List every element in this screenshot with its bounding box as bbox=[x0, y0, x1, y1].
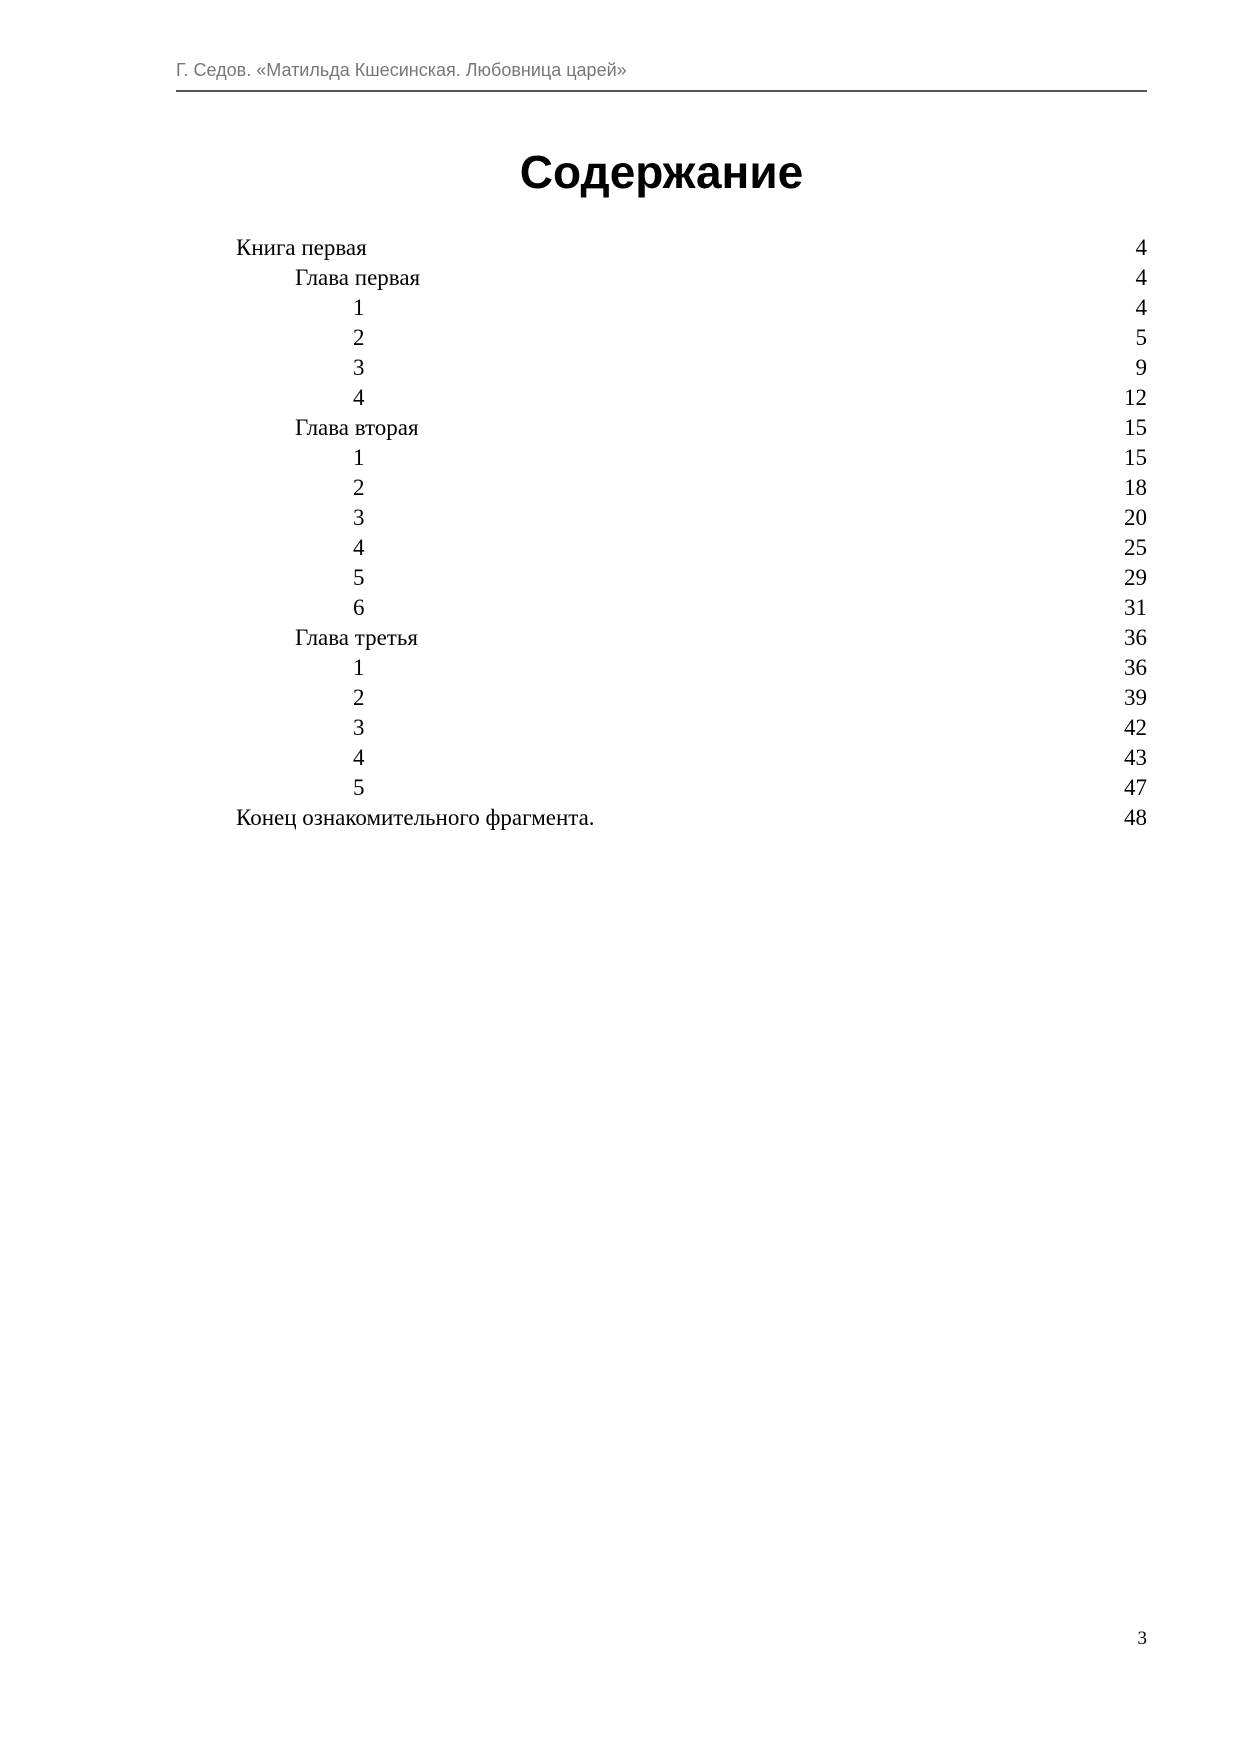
toc-entry-label: 4 bbox=[353, 385, 365, 410]
toc-entry-label: 1 bbox=[353, 445, 365, 470]
toc-entry[interactable] bbox=[236, 773, 1147, 803]
toc-entry-label: 5 bbox=[353, 565, 365, 590]
toc-entry-label: 3 bbox=[353, 505, 365, 530]
toc-entry[interactable] bbox=[236, 233, 1147, 263]
toc-entry-label: 5 bbox=[353, 775, 365, 800]
page-title: Содержание bbox=[519, 146, 804, 198]
toc-entry-page: 36 bbox=[1124, 625, 1147, 650]
toc-entry[interactable] bbox=[236, 263, 1147, 293]
toc-entry-page: 20 bbox=[1124, 505, 1147, 530]
toc-entry-page: 42 bbox=[1124, 715, 1147, 740]
toc-entry-label: 3 bbox=[353, 355, 365, 380]
toc-entry-label: 1 bbox=[353, 295, 365, 320]
toc-entry-page: 48 bbox=[1124, 805, 1147, 830]
toc-entry[interactable] bbox=[236, 503, 1147, 533]
toc-entry[interactable] bbox=[236, 383, 1147, 413]
toc-entry-label: 1 bbox=[353, 655, 365, 680]
toc-entry-page: 18 bbox=[1124, 475, 1147, 500]
toc-entry-page: 12 bbox=[1124, 385, 1147, 410]
toc-entry[interactable] bbox=[236, 683, 1147, 713]
toc-entry[interactable] bbox=[236, 713, 1147, 743]
toc-entry-page: 47 bbox=[1124, 775, 1147, 800]
toc-entry[interactable] bbox=[236, 593, 1147, 623]
table-of-contents bbox=[236, 233, 1147, 833]
toc-entry-label: Глава вторая bbox=[295, 415, 419, 440]
running-header: Г. Седов. «Матильда Кшесинская. Любовница царей» bbox=[176, 56, 1147, 92]
toc-entry-label: 3 bbox=[353, 715, 365, 740]
toc-entry-label: Книга первая bbox=[236, 235, 367, 260]
toc-entry-page: 39 bbox=[1124, 685, 1147, 710]
toc-entry-page: 31 bbox=[1124, 595, 1147, 620]
toc-entry[interactable] bbox=[236, 563, 1147, 593]
toc-entry[interactable] bbox=[236, 413, 1147, 443]
toc-entry-label: 2 bbox=[353, 325, 365, 350]
toc-entry-page: 5 bbox=[1135, 325, 1147, 350]
toc-entry-page: 15 bbox=[1124, 415, 1147, 440]
toc-entry-label: Глава третья bbox=[295, 625, 418, 650]
toc-entry-label: 6 bbox=[353, 595, 365, 620]
toc-entry[interactable] bbox=[236, 653, 1147, 683]
toc-entry[interactable] bbox=[236, 293, 1147, 323]
toc-entry-label: 4 bbox=[353, 535, 365, 560]
toc-entry-page: 4 bbox=[1135, 235, 1147, 260]
toc-entry-page: 4 bbox=[1135, 295, 1147, 320]
toc-entry-label: 4 bbox=[353, 745, 365, 770]
toc-entry-page: 15 bbox=[1124, 445, 1147, 470]
toc-entry-label: Глава первая bbox=[295, 265, 421, 290]
toc-entry-page: 36 bbox=[1124, 655, 1147, 680]
toc-entry-page: 25 bbox=[1124, 535, 1147, 560]
toc-entry[interactable] bbox=[236, 323, 1147, 353]
toc-entry-label: Конец ознакомительного фрагмента. bbox=[236, 805, 595, 830]
toc-entry[interactable] bbox=[236, 533, 1147, 563]
toc-entry[interactable] bbox=[236, 803, 1147, 833]
toc-entry-page: 9 bbox=[1135, 355, 1147, 380]
toc-entry-page: 43 bbox=[1124, 745, 1147, 770]
toc-entry[interactable] bbox=[236, 473, 1147, 503]
toc-entry-page: 4 bbox=[1135, 265, 1147, 290]
toc-entry-label: 2 bbox=[353, 475, 365, 500]
toc-entry[interactable] bbox=[236, 443, 1147, 473]
toc-entry-page: 29 bbox=[1124, 565, 1147, 590]
toc-entry[interactable] bbox=[236, 623, 1147, 653]
toc-entry[interactable] bbox=[236, 743, 1147, 773]
page-number: 3 bbox=[1137, 1628, 1147, 1649]
toc-entry-label: 2 bbox=[353, 685, 365, 710]
toc-entry[interactable] bbox=[236, 353, 1147, 383]
